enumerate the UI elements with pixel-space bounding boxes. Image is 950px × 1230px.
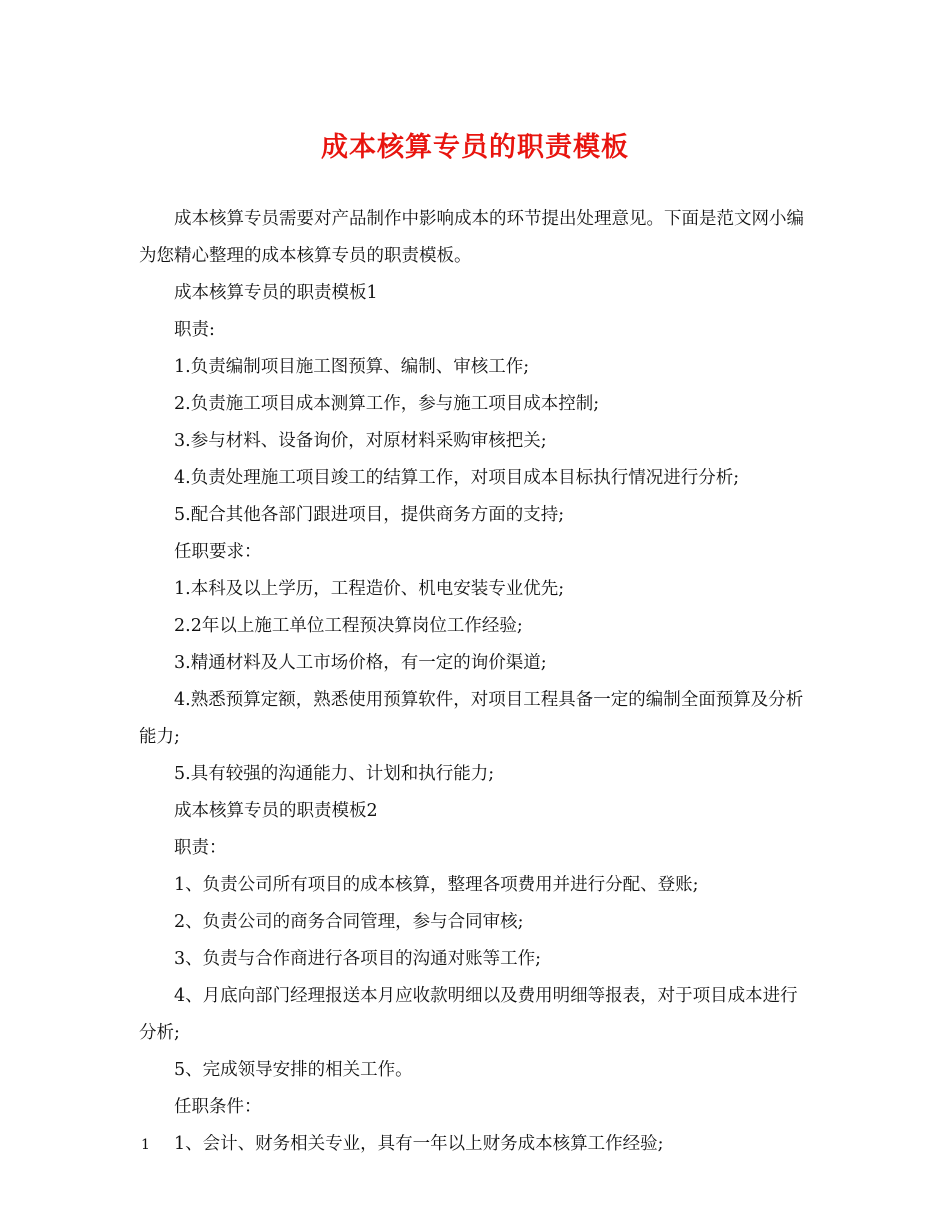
requirement-item: 1.本科及以上学历，工程造价、机电安装专业优先; [174, 579, 565, 599]
page-title: 成本核算专员的职责模板 [321, 132, 629, 163]
duty-item: 2.负责施工项目成本测算工作，参与施工项目成本控制; [174, 394, 600, 414]
requirement-item: 5.具有较强的沟通能力、计划和执行能力; [174, 764, 495, 784]
duty-item: 4.负责处理施工项目竣工的结算工作，对项目成本目标执行情况进行分析; [174, 468, 740, 488]
duty-item: 3.参与材料、设备询价，对原材料采购审核把关; [174, 431, 547, 451]
condition-item: 1、会计、财务相关专业，具有一年以上财务成本核算工作经验; [174, 1134, 664, 1154]
duty-item: 2、负责公司的商务合同管理，参与合同审核; [174, 912, 524, 932]
duty-item: 4、月底向部门经理报送本月应收款明细以及费用明细等报表，对于项目成本进行分析; [139, 986, 798, 1043]
intro-paragraph: 成本核算专员需要对产品制作中影响成本的环节提出处理意见。下面是范文网小编为您精心整理的成本核算专员的职责模板。 [139, 209, 804, 266]
conditions-label: 任职条件： [174, 1097, 262, 1117]
duties-label: 职责： [174, 838, 227, 858]
section-heading-template-2: 成本核算专员的职责模板2 [174, 801, 378, 821]
duty-item: 5.配合其他各部门跟进项目，提供商务方面的支持; [174, 505, 565, 525]
duty-item: 1.负责编制项目施工图预算、编制、审核工作; [174, 357, 530, 377]
duties-label: 职责: [174, 320, 215, 340]
duty-item: 5、完成领导安排的相关工作。 [174, 1060, 413, 1080]
page-number: 1 [141, 1137, 150, 1153]
duty-item: 3、负责与合作商进行各项目的沟通对账等工作; [174, 949, 542, 969]
requirements-label: 任职要求： [174, 542, 262, 562]
requirement-item: 4.熟悉预算定额，熟悉使用预算软件，对项目工程具备一定的编制全面预算及分析能力; [139, 690, 804, 747]
section-heading-template-1: 成本核算专员的职责模板1 [174, 283, 378, 303]
requirement-item: 2.2年以上施工单位工程预决算岗位工作经验; [174, 616, 523, 636]
document-body [139, 201, 814, 1163]
requirement-item: 3.精通材料及人工市场价格，有一定的询价渠道; [174, 653, 547, 673]
duty-item: 1、负责公司所有项目的成本核算，整理各项费用并进行分配、登账; [174, 875, 699, 895]
